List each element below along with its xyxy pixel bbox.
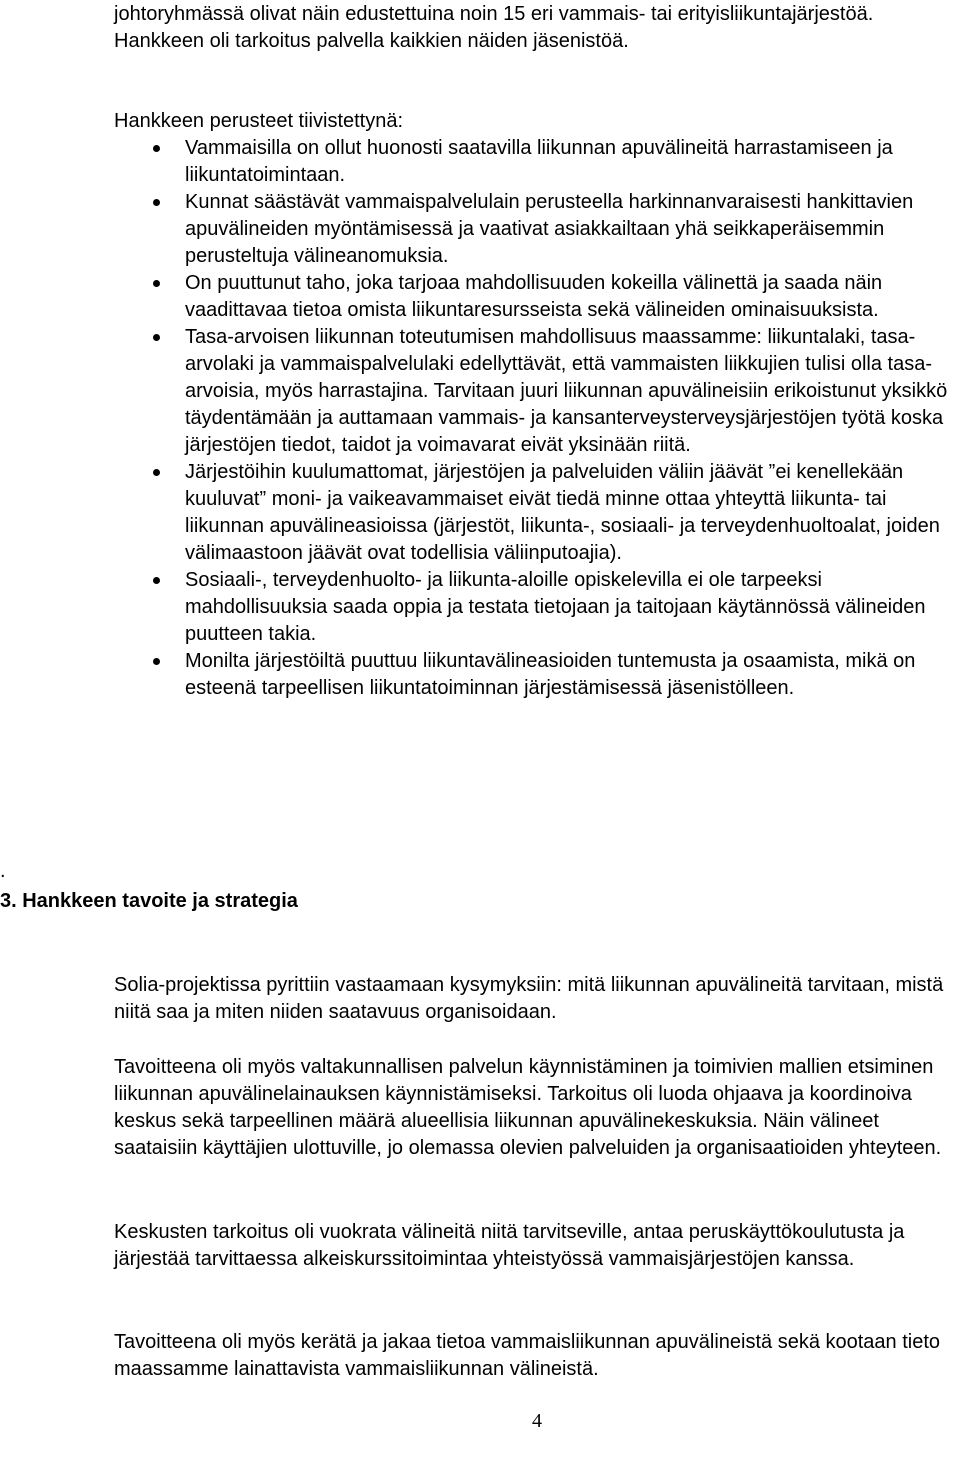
bullet-item	[114, 648, 960, 702]
bullet-item	[114, 270, 960, 324]
section-heading: 3. Hankkeen tavoite ja strategia	[0, 890, 298, 912]
bullet-dot-icon	[153, 334, 160, 341]
bullet-dot-icon	[153, 469, 160, 476]
bullet-text: On puuttunut taho, joka tarjoaa mahdollisuuden kokeilla välinettä ja saada näin vaadittavaa tietoa omista liikuntaresursseista sekä välineiden ominaisuuksista.	[185, 272, 883, 321]
bullet-item	[114, 324, 960, 459]
stray-dot: .	[0, 860, 6, 882]
basis-bullet-list	[114, 135, 960, 702]
bullet-dot-icon	[153, 145, 160, 152]
body-paragraph: Keskusten tarkoitus oli vuokrata välineitä niitä tarvitseville, antaa peruskäyttökoulutusta ja järjestää tarvittaessa alkeiskurssitoimintaa yhteistyössä vammaisjärjestöjen kanssa.	[114, 1221, 905, 1270]
bullet-dot-icon	[153, 658, 160, 665]
body-paragraph: Tavoitteena oli myös valtakunnallisen palvelun käynnistäminen ja toimivien mallien etsiminen liikunnan apuvälinelainauksen käynnistämiseksi. Tarkoitus oli luoda ohjaava ja koordinoiva keskus sekä tarpeellinen määrä alueellisia liikunnan apuvälinekeskuksia. Näin välineet saataisiin käyttäjien ulottuville, jo olemassa olevien palveluiden ja organisaatioiden yhteyteen.	[114, 1056, 942, 1159]
bullet-text: Monilta järjestöiltä puuttuu liikuntavälineasioiden tuntemusta ja osaamista, mikä on esteenä tarpeellisen liikuntatoiminnan järjestämisessä jäsenistölleen.	[185, 650, 916, 699]
bullet-item	[114, 135, 960, 189]
bullet-dot-icon	[153, 280, 160, 287]
bullet-text: Vammaisilla on ollut huonosti saatavilla liikunnan apuvälineitä harrastamiseen ja liikuntatoimintaan.	[185, 137, 893, 186]
intro-paragraph: johtoryhmässä olivat näin edustettuina noin 15 eri vammais- tai erityisliikuntajärjestöä. Hankkeen oli tarkoitus palvella kaikkien näiden jäsenistöä.	[114, 3, 874, 52]
bullet-text: Sosiaali-, terveydenhuolto- ja liikunta-aloille opiskelevilla ei ole tarpeeksi mahdollisuuksia saada oppia ja testata tietojaan ja taitojaan käytännössä välineiden puutteen takia.	[185, 569, 926, 645]
body-paragraph: Tavoitteena oli myös kerätä ja jakaa tietoa vammaisliikunnan apuvälineistä sekä kootaan tieto maassamme lainattavista vammaisliikunnan välineistä.	[114, 1331, 941, 1380]
bullet-text: Järjestöihin kuulumattomat, järjestöjen ja palveluiden väliin jäävät ”ei kenellekään kuuluvat” moni- ja vaikeavammaiset eivät tiedä minne ottaa yhteyttä liikunta- tai liikunnan apuvälineasioissa (järjestöt, liikunta-, sosiaali- ja terveydenhuoltoalat, joiden välimaastoon jäävät ovat todellisia väliinputoajia).	[185, 461, 940, 564]
bullet-item	[114, 459, 960, 567]
bullet-item	[114, 189, 960, 270]
bullet-dot-icon	[153, 199, 160, 206]
bullet-text: Kunnat säästävät vammaispalvelulain perusteella harkinnanvaraisesti hankittavien apuvälineiden myöntämisessä ja vaativat asiakkailtaan yhä seikkaperäisemmin perusteltuja välineanomuksia.	[185, 191, 914, 267]
bullet-dot-icon	[153, 577, 160, 584]
bullet-text: Tasa-arvoisen liikunnan toteutumisen mahdollisuus maassamme: liikuntalaki, tasa-arvolaki ja vammaispalvelulaki edellyttävät, että vammaisten liikkujien tulisi olla tasa-arvoisia, myös harrastajina. Tarvitaan juuri liikunnan apuvälineisiin erikoistunut yksikkö täydentämään ja auttamaan vammais- ja kansanterveysterveysjärjestöjen työtä koska järjestöjen tiedot, taidot ja voimavarat eivät yksinään riitä.	[185, 326, 948, 456]
page-number: 4	[532, 1410, 542, 1432]
body-paragraph: Solia-projektissa pyrittiin vastaamaan kysymyksiin: mitä liikunnan apuvälineitä tarvitaan, mistä niitä saa ja miten niiden saatavuus organisoidaan.	[114, 974, 944, 1023]
basis-heading: Hankkeen perusteet tiivistettynä:	[114, 110, 404, 132]
bullet-item	[114, 567, 960, 648]
